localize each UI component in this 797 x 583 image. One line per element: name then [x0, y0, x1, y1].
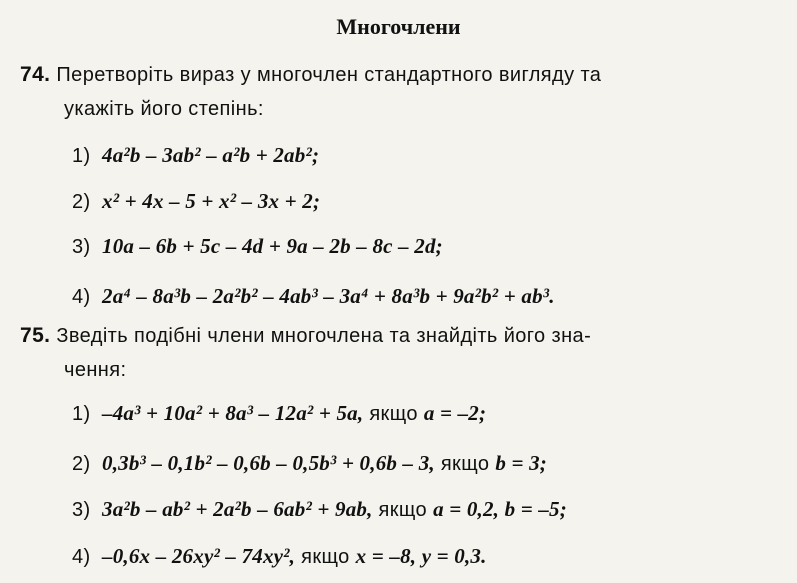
problem-75-item-4: 4) –0,6x – 26xy² – 74xy², якщо x = –8, y = 0,3.: [72, 544, 487, 568]
problem-75-item-2: 2) 0,3b³ – 0,1b² – 0,6b – 0,5b³ + 0,6b – 3, якщо b = 3;: [72, 451, 548, 475]
problem-74-item-4: 4) 2a⁴ – 8a³b – 2a²b² – 4ab³ – 3a⁴ + 8a³b + 9a²b² + ab³.: [72, 284, 555, 308]
problem-74-text-line1: 74. Перетворіть вираз у многочлен стандартного вигляду та: [20, 63, 602, 86]
problem-74-number: 74.: [20, 63, 51, 86]
problem-74-text-line2: укажіть його степінь:: [64, 98, 264, 120]
problem-74-item-2: 2) x² + 4x – 5 + x² – 3x + 2;: [72, 189, 321, 213]
problem-75-item-3: 3) 3a²b – ab² + 2a²b – 6ab² + 9ab, якщо a = 0,2, b = –5;: [72, 497, 567, 521]
problem-75-number: 75.: [20, 324, 51, 347]
problem-75-text-line1: 75. Зведіть подібні члени многочлена та знайдіть його зна-: [20, 324, 592, 347]
problem-74-item-3: 3) 10a – 6b + 5c – 4d + 9a – 2b – 8c – 2d;: [72, 234, 443, 258]
page-title: Многочлени: [336, 14, 461, 39]
problem-75-item-1: 1) –4a³ + 10a² + 8a³ – 12a² + 5a, якщо a = –2;: [72, 401, 487, 425]
problem-74-item-1: 1) 4a²b – 3ab² – a²b + 2ab²;: [72, 143, 320, 167]
problem-75-text-line2: чення:: [64, 359, 127, 381]
